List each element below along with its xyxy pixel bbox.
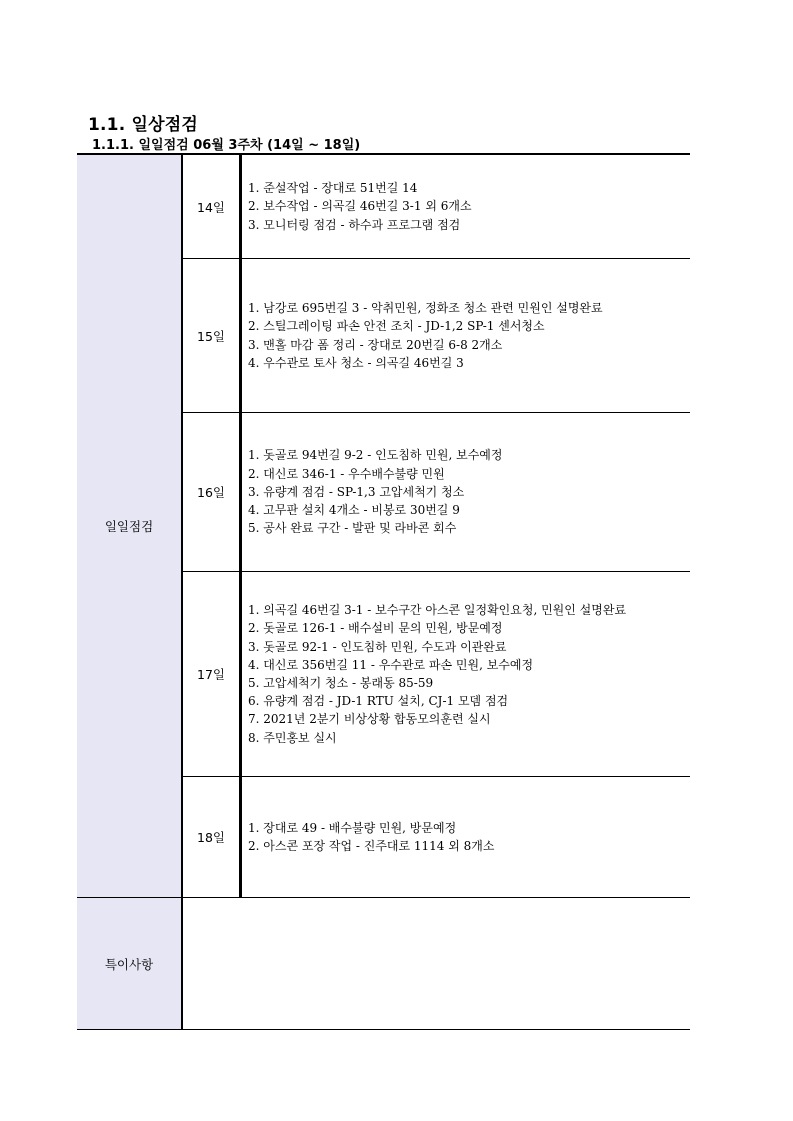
list-item: 2. 스틸그레이팅 파손 안전 조치 - JD-1,2 SP-1 센서청소 bbox=[248, 319, 545, 334]
list-item: 1. 남강로 695번길 3 - 악취민원, 정화조 청소 관련 민원인 설명완료 bbox=[248, 301, 603, 316]
day-label: 15일 bbox=[183, 259, 242, 412]
subsection-heading: 1.1.1. 일일점검 06월 3주차 (14일 ~ 18일) bbox=[92, 138, 361, 153]
list-item: 3. 돗골로 92-1 - 인도침하 민원, 수도과 이관완료 bbox=[248, 639, 507, 654]
list-item: 6. 유량계 점검 - JD-1 RTU 설치, CJ-1 모뎀 점검 bbox=[248, 694, 509, 709]
notes-section bbox=[77, 898, 690, 1030]
notes-body bbox=[183, 898, 690, 1029]
inspection-table bbox=[77, 153, 690, 1030]
day-label: 16일 bbox=[183, 413, 242, 571]
list-item: 2. 돗골로 126-1 - 배수설비 문의 민원, 방문예정 bbox=[248, 621, 503, 636]
list-item: 1. 의곡길 46번길 3-1 - 보수구간 아스콘 일정확인요청, 민원인 설명완료 bbox=[248, 603, 627, 618]
notes-label: 특이사항 bbox=[77, 898, 183, 1029]
list-item: 2. 아스콘 포장 작업 - 진주대로 1114 외 8개소 bbox=[248, 839, 495, 853]
daily-inspection-section bbox=[77, 155, 690, 898]
list-item: 1. 장대로 49 - 배수불량 민원, 방문예정 bbox=[248, 820, 457, 835]
list-item: 5. 공사 완료 구간 - 발판 및 라바콘 회수 bbox=[248, 521, 457, 536]
list-item: 4. 고무판 설치 4개소 - 비봉로 30번길 9 bbox=[248, 503, 460, 518]
list-item: 2. 보수작업 - 의곡길 46번길 3-1 외 6개소 bbox=[248, 199, 472, 214]
day-list bbox=[183, 155, 690, 897]
list-item: 3. 모니터링 점검 - 하수과 프로그램 점검 bbox=[248, 217, 461, 232]
day-items bbox=[242, 572, 690, 776]
day-row-18 bbox=[183, 777, 690, 897]
day-label: 18일 bbox=[183, 777, 242, 897]
list-item: 1. 준설작업 - 장대로 51번길 14 bbox=[248, 181, 418, 196]
list-item: 2. 대신로 346-1 - 우수배수불량 민원 bbox=[248, 466, 445, 481]
list-item: 1. 돗골로 94번길 9-2 - 인도침하 민원, 보수예정 bbox=[248, 448, 503, 463]
day-row-15 bbox=[183, 259, 690, 413]
day-label: 17일 bbox=[183, 572, 242, 776]
section-heading: 1.1. 일상점검 bbox=[88, 115, 198, 135]
list-item: 3. 유량계 점검 - SP-1,3 고압세척기 청소 bbox=[248, 484, 465, 499]
day-row-14 bbox=[183, 155, 690, 259]
list-item: 7. 2021년 2분기 비상상황 합동모의훈련 실시 bbox=[248, 712, 491, 727]
day-items bbox=[242, 155, 690, 258]
daily-inspection-label: 일일점검 bbox=[77, 155, 183, 897]
day-items bbox=[242, 259, 690, 412]
day-items bbox=[242, 777, 690, 897]
day-label: 14일 bbox=[183, 155, 242, 258]
list-item: 3. 맨홀 마감 폼 정리 - 장대로 20번길 6-8 2개소 bbox=[248, 337, 503, 352]
list-item: 5. 고압세척기 청소 - 봉래동 85-59 bbox=[248, 676, 434, 690]
list-item: 4. 대신로 356번길 11 - 우수관로 파손 민원, 보수예정 bbox=[248, 657, 534, 672]
day-items bbox=[242, 413, 690, 571]
list-item: 8. 주민홍보 실시 bbox=[248, 730, 337, 745]
day-row-16 bbox=[183, 413, 690, 572]
day-row-17 bbox=[183, 572, 690, 777]
list-item: 4. 우수관로 토사 청소 - 의곡길 46번길 3 bbox=[248, 355, 464, 370]
